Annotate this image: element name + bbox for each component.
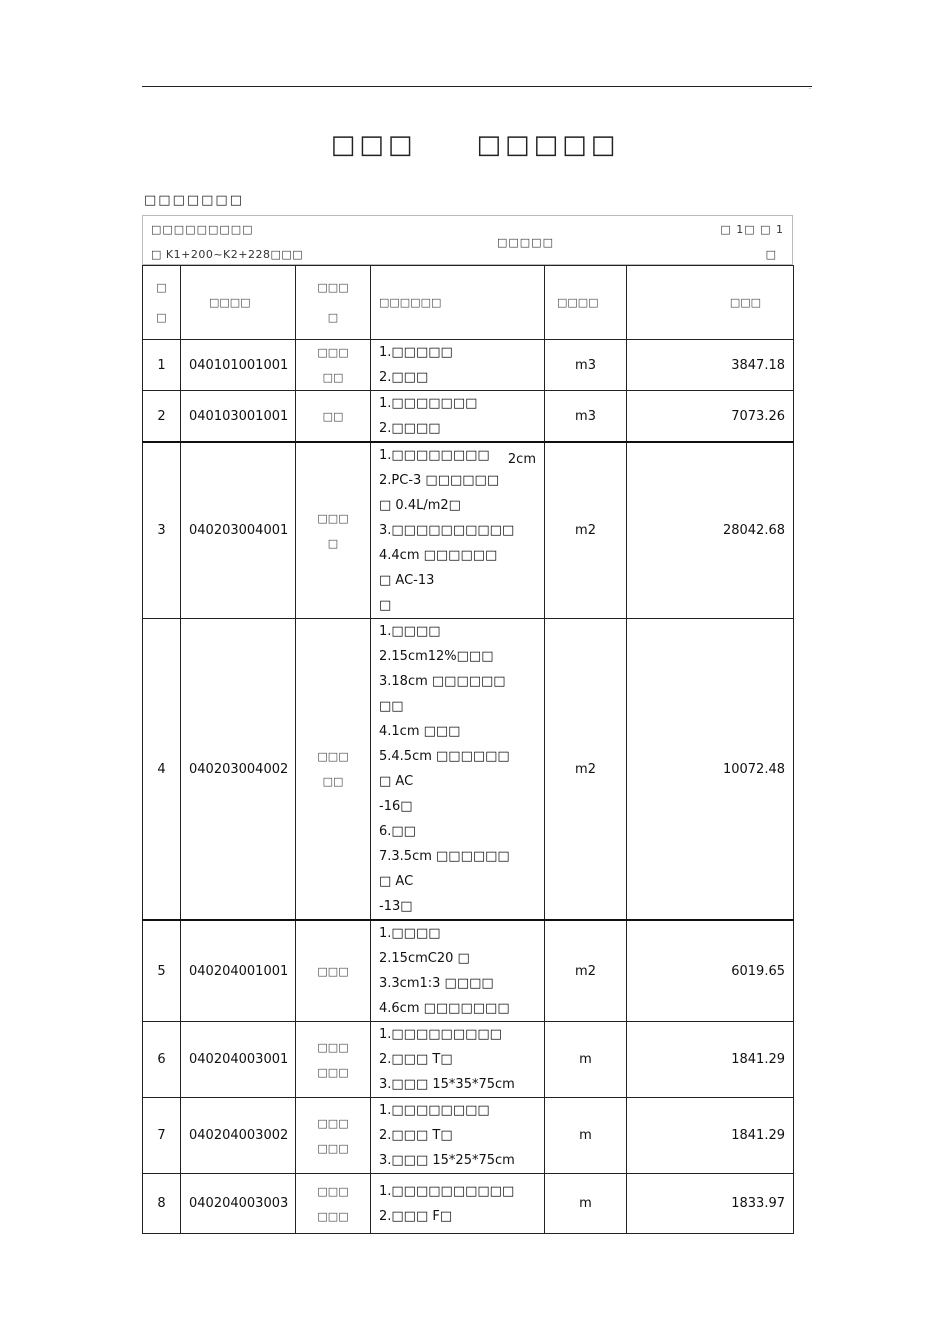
- page-counter: □ 1□ □ 1: [720, 223, 784, 236]
- col-header-no: [143, 266, 181, 340]
- feature-line: 2.□□□ T□: [379, 1052, 453, 1067]
- header-rule-dot: .: [809, 84, 811, 91]
- feature-line: 3.□□□ 15*25*75cm: [379, 1153, 515, 1168]
- cell-no: 2: [143, 391, 181, 443]
- feature-line: 2.□□□□: [379, 421, 441, 436]
- cell-qty: 1833.97: [627, 1174, 794, 1234]
- feature-line: □: [379, 598, 392, 613]
- table-row: [143, 1098, 794, 1174]
- cell-name-line: □: [327, 536, 339, 550]
- feature-suffix: 2cm: [507, 452, 536, 467]
- cell-name-line: □□□: [317, 1184, 349, 1198]
- cell-name: [296, 442, 371, 619]
- cell-qty: 7073.26: [627, 391, 794, 443]
- feature-line: 1.□□□□: [379, 624, 441, 639]
- document-subtitle: □□□□□□□: [144, 193, 244, 208]
- cell-no: 7: [143, 1098, 181, 1174]
- feature-line: 3.□□□□□□□□□□: [379, 523, 515, 538]
- document-title-part1: □□□: [330, 130, 417, 160]
- feature-line: 2.□□□: [379, 370, 429, 385]
- feature-line: 3.18cm □□□□□□: [379, 674, 506, 689]
- feature-line: 7.3.5cm □□□□□□: [379, 849, 510, 864]
- cell-features: [371, 619, 545, 921]
- page-counter-suffix: □: [765, 248, 776, 261]
- feature-line: 2.15cmC20 □: [379, 951, 470, 966]
- feature-line: 1.□□□□□□□□: [379, 1103, 490, 1118]
- table-row: [143, 1022, 794, 1098]
- table-caption: □□□□□: [497, 236, 554, 249]
- cell-name-line: □□□: [317, 1116, 349, 1130]
- feature-line: 3.□□□ 15*35*75cm: [379, 1077, 515, 1092]
- feature-line: 1.□□□□□: [379, 345, 453, 360]
- cell-no: 4: [143, 619, 181, 921]
- feature-line: 3.3cm1:3 □□□□: [379, 976, 494, 991]
- cell-name-line: □□□: [317, 1209, 349, 1223]
- cell-no: 8: [143, 1174, 181, 1234]
- col-header-qty: □□□: [627, 266, 794, 340]
- cell-qty: 6019.65: [627, 920, 794, 1022]
- document-title: [0, 130, 950, 160]
- cell-name-line: □□□: [317, 511, 349, 525]
- feature-line: □ AC-13: [379, 573, 435, 588]
- cell-name-line: □□: [322, 775, 344, 788]
- cell-no: 5: [143, 920, 181, 1022]
- cell-unit: m2: [545, 619, 627, 921]
- col-header-no-b: □: [156, 310, 167, 324]
- cell-name-line: □□: [322, 371, 344, 384]
- cell-name: [296, 391, 371, 443]
- table-header-box: [142, 215, 793, 265]
- feature-line: 6.□□: [379, 824, 416, 839]
- feature-line: □ 0.4L/m2□: [379, 498, 461, 513]
- cell-name: [296, 920, 371, 1022]
- col-header-name-b: □: [327, 310, 339, 324]
- cell-features: [371, 340, 545, 391]
- table-row: [143, 619, 794, 921]
- col-header-unit: □□□□: [545, 266, 627, 340]
- cell-unit: m: [545, 1098, 627, 1174]
- feature-line: 5.4.5cm □□□□□□: [379, 749, 510, 764]
- table-row: [143, 1174, 794, 1234]
- feature-line: 2.□□□ F□: [379, 1208, 453, 1224]
- cell-name-line: □□□: [317, 1065, 349, 1079]
- cell-features: [371, 1174, 545, 1234]
- cell-no: 3: [143, 442, 181, 619]
- col-header-no-a: □: [156, 280, 167, 294]
- feature-line: □ AC: [379, 774, 414, 789]
- cell-code: 040204003003: [181, 1174, 296, 1234]
- table-body: [143, 340, 794, 1234]
- cell-code: 040203004001: [181, 442, 296, 619]
- cell-qty: 1841.29: [627, 1098, 794, 1174]
- feature-line: □ AC: [379, 874, 414, 889]
- col-header-features: □□□□□□: [371, 266, 545, 340]
- cell-unit: m2: [545, 442, 627, 619]
- feature-line: 2.□□□ T□: [379, 1128, 453, 1143]
- feature-line: -16□: [379, 799, 413, 814]
- table-row: [143, 442, 794, 619]
- cell-unit: m: [545, 1174, 627, 1234]
- cell-code: 040204001001: [181, 920, 296, 1022]
- feature-line: 4.1cm □□□: [379, 724, 461, 739]
- cell-name-line: □□□: [317, 964, 349, 978]
- table-row: [143, 391, 794, 443]
- cell-name-line: □□□: [317, 1040, 349, 1054]
- cell-features: [371, 1022, 545, 1098]
- col-header-name-a: □□□: [317, 280, 349, 294]
- cell-features: [371, 391, 545, 443]
- header-rule: [142, 86, 812, 87]
- cell-qty: 1841.29: [627, 1022, 794, 1098]
- cell-name-line: □□□: [317, 750, 349, 763]
- feature-line: 1.□□□□□□□□: [379, 448, 490, 463]
- col-header-name: [296, 266, 371, 340]
- cell-features: [371, 442, 545, 619]
- table-header-row: [143, 266, 794, 340]
- cell-qty: 28042.68: [627, 442, 794, 619]
- cell-code: 040203004002: [181, 619, 296, 921]
- cell-unit: m2: [545, 920, 627, 1022]
- cell-qty: 3847.18: [627, 340, 794, 391]
- cell-name-line: □□□: [317, 1141, 349, 1155]
- cell-features: [371, 1098, 545, 1174]
- cell-qty: 10072.48: [627, 619, 794, 921]
- cell-code: 040204003002: [181, 1098, 296, 1174]
- cell-features: [371, 920, 545, 1022]
- cell-name: [296, 619, 371, 921]
- bill-of-quantities-table: [142, 265, 794, 1234]
- cell-code: 040204003001: [181, 1022, 296, 1098]
- feature-line: -13□: [379, 899, 413, 914]
- cell-unit: m3: [545, 391, 627, 443]
- cell-name: [296, 340, 371, 391]
- cell-name-line: □□: [322, 409, 344, 423]
- cell-name-line: □□□: [317, 346, 349, 359]
- feature-line: □□: [379, 699, 404, 714]
- project-name: □□□□□□□□□: [151, 223, 254, 236]
- cell-code: 040103001001: [181, 391, 296, 443]
- cell-unit: m: [545, 1022, 627, 1098]
- cell-name: [296, 1174, 371, 1234]
- document-title-part2: □□□□□: [476, 130, 620, 160]
- cell-no: 6: [143, 1022, 181, 1098]
- table-row: [143, 340, 794, 391]
- cell-unit: m3: [545, 340, 627, 391]
- project-section: □ K1+200~K2+228□□□: [151, 248, 304, 261]
- feature-line: 1.□□□□: [379, 926, 441, 941]
- feature-line: 4.4cm □□□□□□: [379, 548, 498, 563]
- cell-name: [296, 1022, 371, 1098]
- cell-no: 1: [143, 340, 181, 391]
- feature-line: 2.PC-3 □□□□□□: [379, 473, 500, 488]
- feature-line: 2.15cm12%□□□: [379, 649, 494, 664]
- table-row: [143, 920, 794, 1022]
- cell-code: 040101001001: [181, 340, 296, 391]
- feature-line: 1.□□□□□□□□□: [379, 1027, 502, 1042]
- feature-line: 1.□□□□□□□□□□: [379, 1183, 515, 1199]
- feature-line: 4.6cm □□□□□□□: [379, 1001, 510, 1016]
- feature-line: 1.□□□□□□□: [379, 396, 478, 411]
- cell-name: [296, 1098, 371, 1174]
- col-header-code: □□□□: [181, 266, 296, 340]
